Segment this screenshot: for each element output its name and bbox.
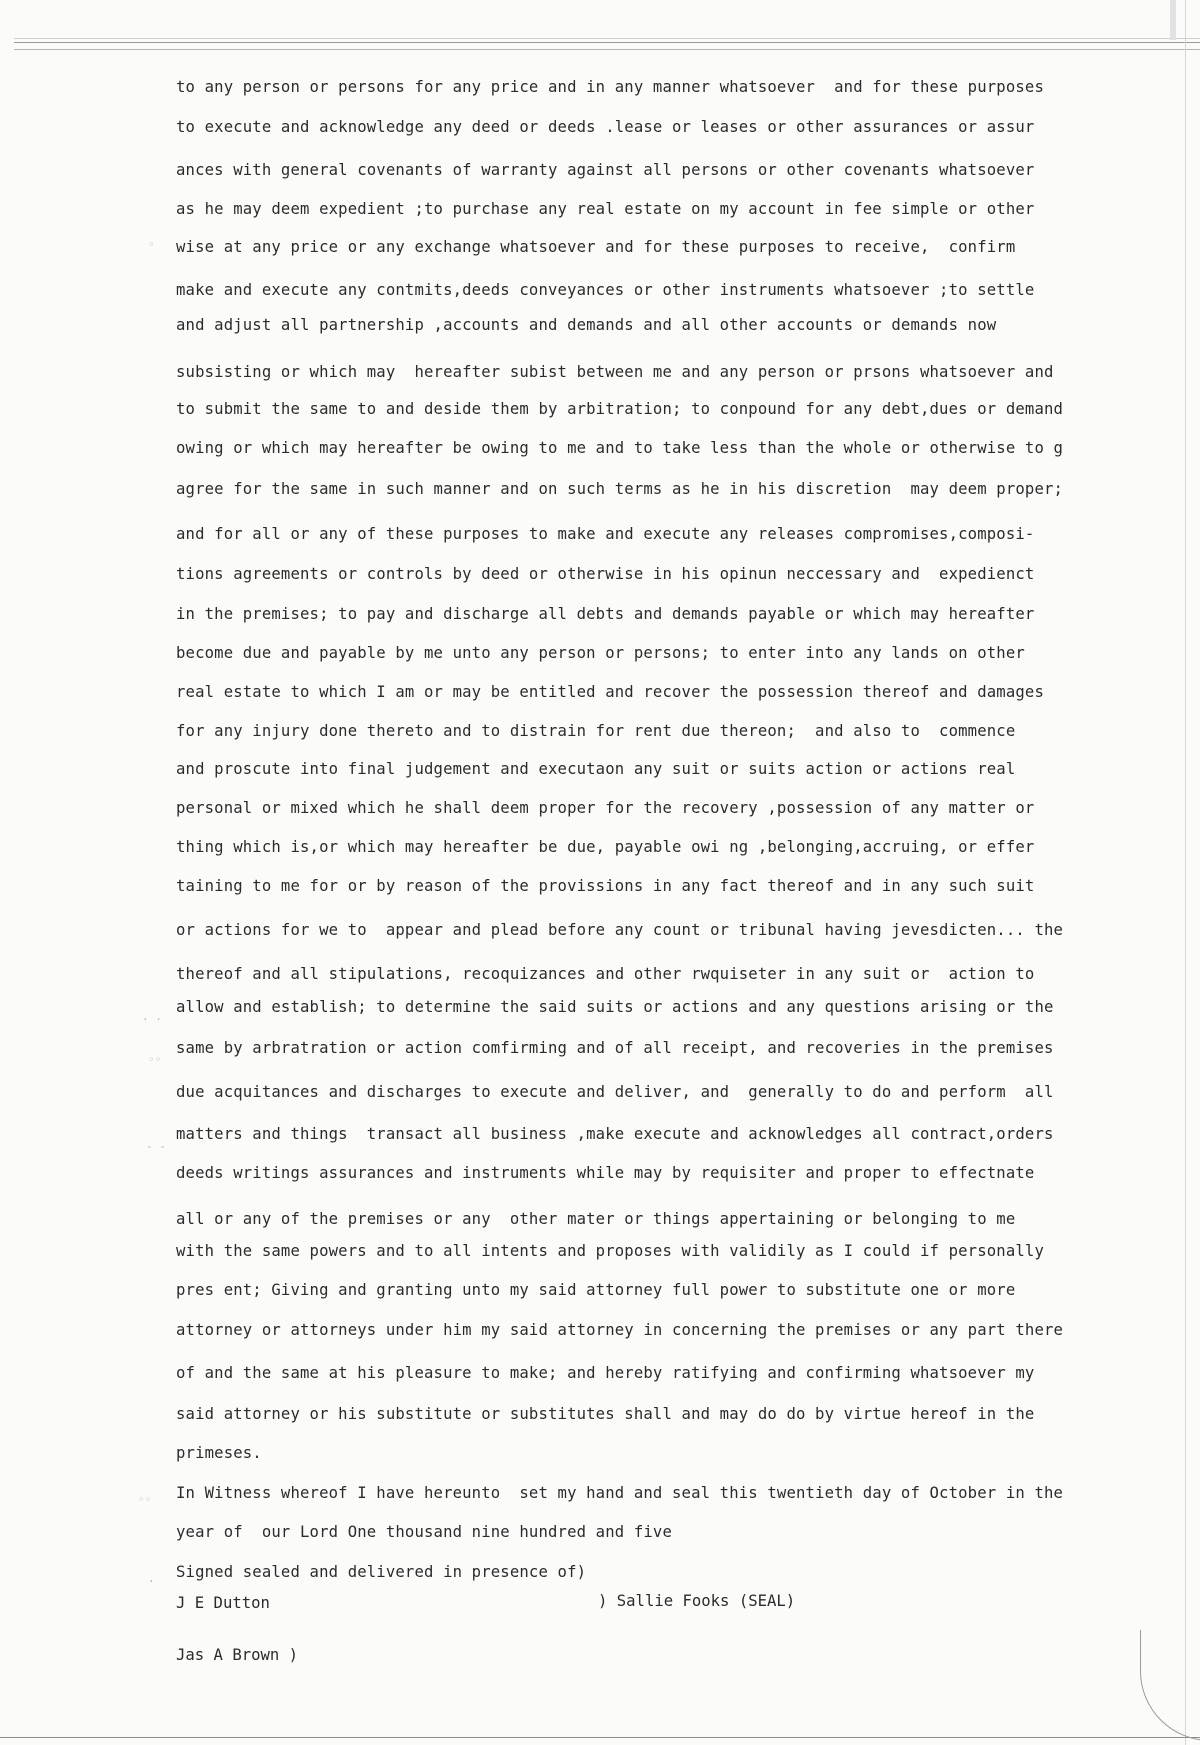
text-line: for any injury done thereto and to distrain for rent due thereon; and also to commence [176,722,1016,740]
text-line: to any person or persons for any price and in any manner whatsoever and for these purposes [176,78,1044,96]
text-line: owing or which may hereafter be owing to me and to take less than the whole or otherwise to g [176,439,1064,457]
text-line: or actions for we to appear and plead before any count or tribunal having jevesdicten... the [176,921,1064,939]
bottom-rule [0,1737,1200,1738]
page-corner-curl [1140,1630,1200,1741]
text-line: matters and things transact all business ,make execute and acknowledges all contract,orders [176,1125,1054,1143]
text-line: with the same powers and to all intents and proposes with validily as I could if personally [176,1242,1044,1260]
text-line: real estate to which I am or may be entitled and recover the possession thereof and damages [176,683,1044,701]
signer-signature: ) Sallie Fooks (SEAL) [598,1592,796,1610]
text-line: taining to me for or by reason of the provissions in any fact thereof and in any such suit [176,877,1035,895]
text-line: due acquitances and discharges to execute and deliver, and generally to do and perform all [176,1083,1054,1101]
text-line: subsisting or which may hereafter subist between me and any person or prsons whatsoever and [176,363,1054,381]
text-line: same by arbratration or action comfirming and of all receipt, and recoveries in the premises [176,1039,1054,1057]
text-line: allow and establish; to determine the said suits or actions and any questions arising or the [176,998,1054,1016]
margin-speck: - - [146,1140,166,1153]
text-line: all or any of the premises or any other mater or things appertaining or belonging to me [176,1210,1016,1228]
text-line: In Witness whereof I have hereunto set my hand and seal this twentieth day of October in the [176,1484,1064,1502]
text-line: Signed sealed and delivered in presence of) [176,1563,587,1581]
witness-signature-2: Jas A Brown ) [176,1646,299,1664]
text-line: primeses. [176,1444,262,1462]
text-line: year of our Lord One thousand nine hundred and five [176,1523,672,1541]
margin-speck: ◦◦ [148,1053,162,1066]
text-line: attorney or attorneys under him my said attorney in concerning the premises or any part there [176,1321,1064,1339]
text-line: in the premises; to pay and discharge all debts and demands payable or which may hereafter [176,605,1035,623]
text-line: agree for the same in such manner and on such terms as he in his discretion may deem proper; [176,480,1064,498]
text-line: said attorney or his substitute or substitutes shall and may do do by virtue hereof in the [176,1405,1035,1423]
text-line: of and the same at his pleasure to make; and hereby ratifying and confirming whatsoever my [176,1364,1035,1382]
text-line: ances with general covenants of warranty against all persons or other covenants whatsoever [176,161,1035,179]
text-line: thing which is,or which may hereafter be due, payable owi ng ,belonging,accruing, or effer [176,838,1035,856]
text-line: wise at any price or any exchange whatsoever and for these purposes to receive, confirm [176,238,1016,256]
top-rule-faint [14,38,1200,39]
text-line: personal or mixed which he shall deem proper for the recovery ,possession of any matter or [176,799,1035,817]
text-line: deeds writings assurances and instruments while may by requisiter and proper to effectnate [176,1164,1035,1182]
margin-speck: ◦ [148,238,155,251]
text-line: thereof and all stipulations, recoquizances and other rwquiseter in any suit or action to [176,965,1035,983]
text-line: become due and payable by me unto any person or persons; to enter into any lands on other [176,644,1025,662]
text-line: tions agreements or controls by deed or otherwise in his opinun neccessary and expedienct [176,565,1035,583]
text-line: and adjust all partnership ,accounts and demands and all other accounts or demands now [176,316,997,334]
text-line: and for all or any of these purposes to make and execute any releases compromises,composi- [176,525,1035,543]
text-line: as he may deem expedient ;to purchase any real estate on my account in fee simple or other [176,200,1035,218]
right-edge-line [1185,0,1186,1745]
text-line: to execute and acknowledge any deed or deeds .lease or leases or other assurances or assur [176,118,1035,136]
top-edge-mark [1170,0,1176,40]
text-line: to submit the same to and deside them by arbitration; to conpound for any debt,dues or demand [176,400,1064,418]
witness-signature-1: J E Dutton [176,1594,270,1612]
text-line: make and execute any contmits,deeds conveyances or other instruments whatsoever ;to settle [176,281,1035,299]
margin-speck: · · [142,1013,162,1026]
text-line: pres ent; Giving and granting unto my said attorney full power to substitute one or more [176,1281,1016,1299]
margin-speck: · [148,1575,155,1588]
margin-speck: ◦◦ [138,1493,152,1506]
text-line: and proscute into final judgement and executaon any suit or suits action or actions real [176,760,1016,778]
top-rule [14,42,1200,50]
